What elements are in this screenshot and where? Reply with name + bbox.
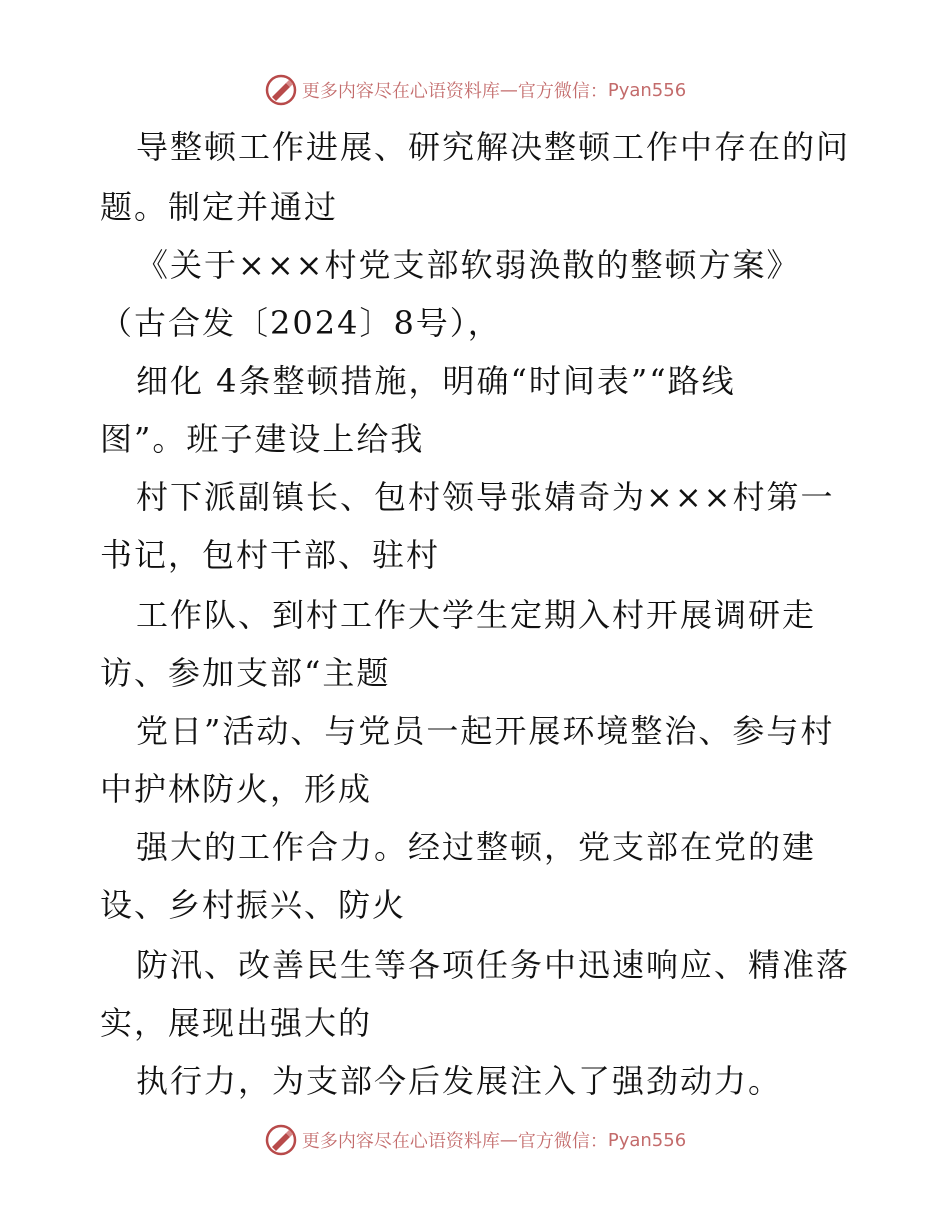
watermark-wechat-label: 官方微信： <box>517 1131 608 1152</box>
watermark-wechat-id: Pyan556 <box>607 1129 687 1151</box>
body-line: 防汛、改善民生等各项任务中迅速响应、精准落 <box>136 946 851 984</box>
watermark-wechat-label: 官方微信： <box>517 81 608 102</box>
watermark-brand-text: 更多内容尽在心语资料库 <box>301 1131 500 1152</box>
body-line: 图”。班子建设上给我 <box>100 420 425 458</box>
body-line: 党日”活动、与党员一起开展环境整治、参与村 <box>136 712 835 750</box>
watermark-separator: — <box>499 1129 518 1151</box>
body-line: 设、乡村振兴、防火 <box>100 886 407 924</box>
body-line: 题。制定并通过 <box>100 188 339 226</box>
body-line: （古合发〔2024〕8号）， <box>100 304 502 342</box>
body-line: 强大的工作合力。经过整顿，党支部在党的建 <box>136 828 817 866</box>
pen-circle-logo-icon <box>264 1123 298 1157</box>
body-line: 访、参加支部“主题 <box>100 654 391 692</box>
watermark-wechat-id: Pyan556 <box>607 79 687 101</box>
body-line: 村下派副镇长、包村领导张婧奇为×××村第一 <box>136 478 835 516</box>
body-line: 中护林防火，形成 <box>100 770 373 808</box>
watermark-separator: — <box>499 79 518 101</box>
body-line: 工作队、到村工作大学生定期入村开展调研走 <box>136 596 817 634</box>
body-line: 导整顿工作进展、研究解决整顿工作中存在的问 <box>136 128 851 166</box>
watermark-brand-text: 更多内容尽在心语资料库 <box>301 81 500 102</box>
body-line: 执行力，为支部今后发展注入了强劲动力。 <box>136 1062 783 1100</box>
footer-watermark <box>0 1120 950 1160</box>
body-line: 《关于×××村党支部软弱涣散的整顿方案》 <box>136 246 801 284</box>
body-line: 实，展现出强大的 <box>100 1004 373 1042</box>
body-line: 书记，包村干部、驻村 <box>100 536 441 574</box>
body-line: 细化 4条整顿措施，明确“时间表”“路线 <box>136 362 736 400</box>
